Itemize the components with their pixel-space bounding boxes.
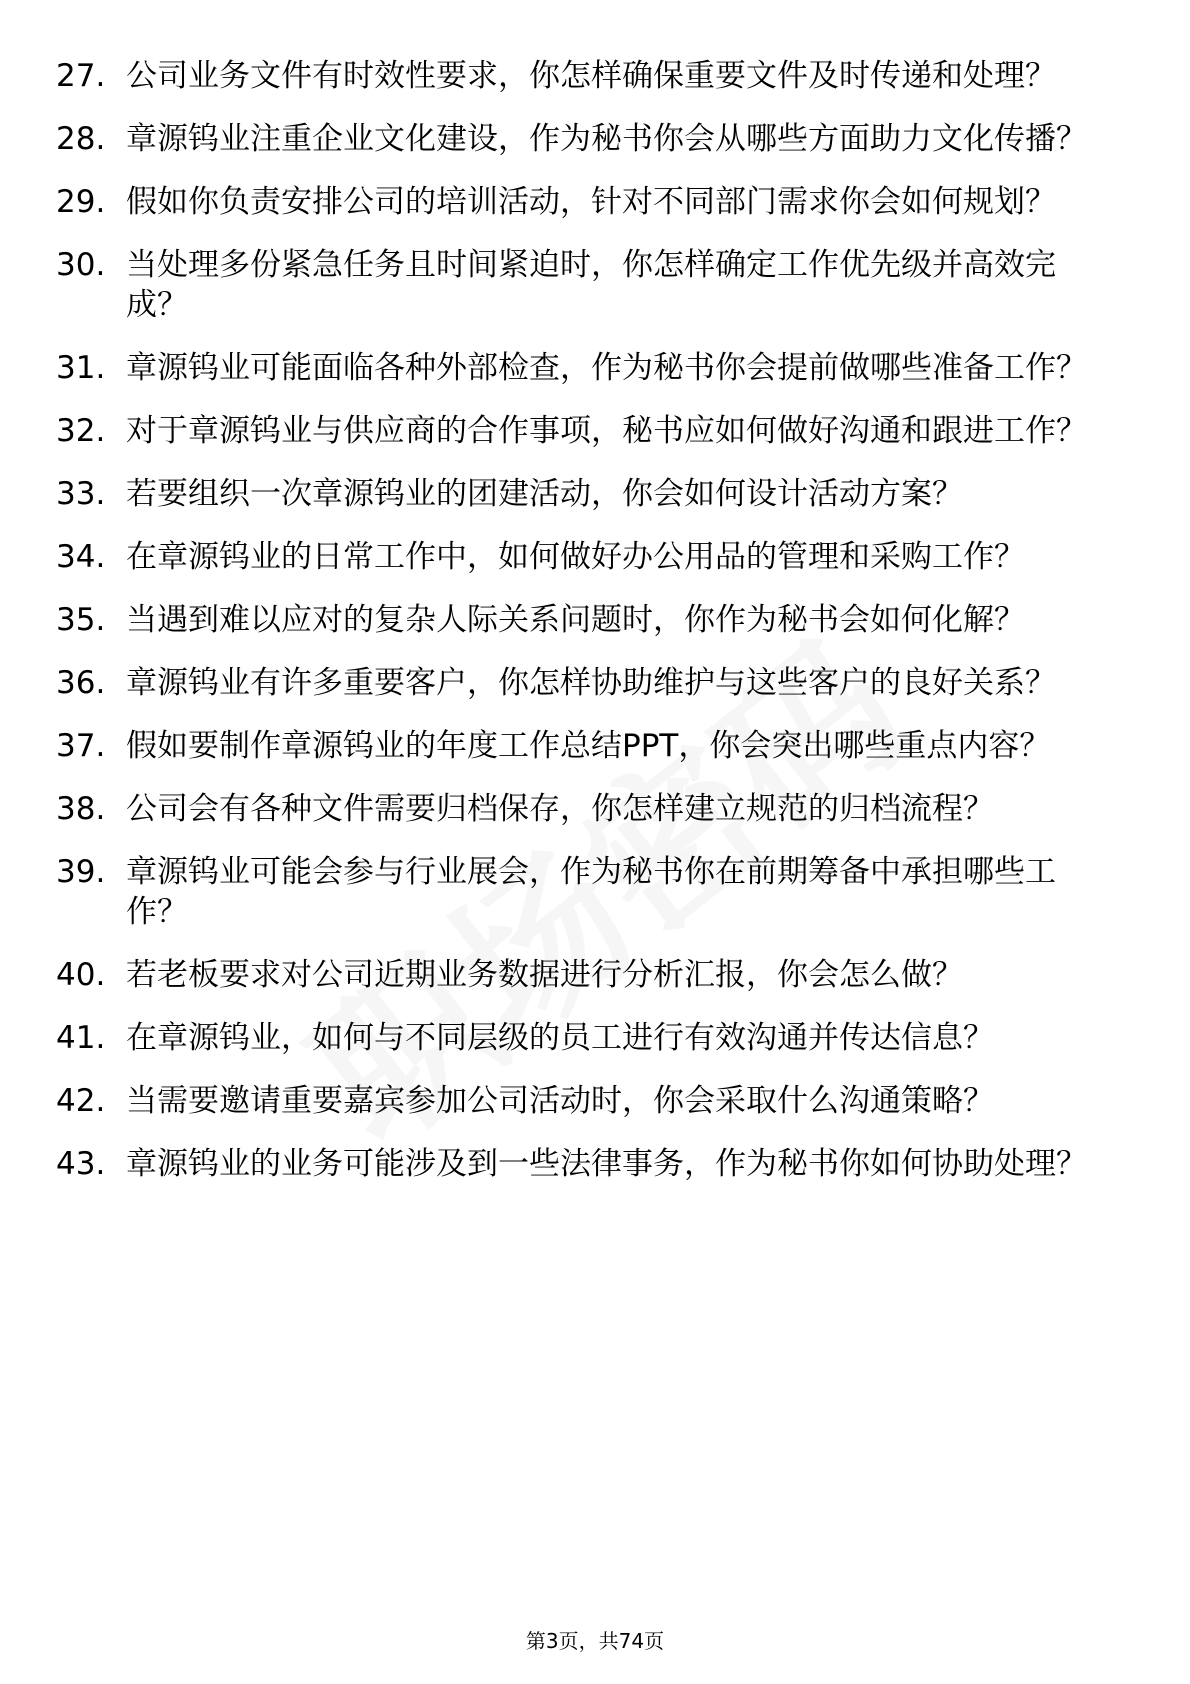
- question-number: 33.: [56, 476, 106, 512]
- question-text: 章源钨业注重企业文化建设，作为秘书你会从哪些方面助力文化传播？: [126, 121, 1087, 157]
- question-text: 若要组织一次章源钨业的团建活动，你会如何设计活动方案？: [126, 476, 963, 512]
- question-number: 30.: [56, 247, 106, 283]
- question-item: [56, 600, 1116, 640]
- question-number: 35.: [56, 602, 106, 638]
- question-text: 当遇到难以应对的复杂人际关系问题时，你作为秘书会如何化解？: [126, 602, 1025, 638]
- question-item: [56, 56, 1116, 96]
- question-item: [56, 1144, 1116, 1184]
- question-text: 公司会有各种文件需要归档保存，你怎样建立规范的归档流程？: [126, 791, 994, 827]
- question-text: 当处理多份紧急任务且时间紧迫时，你怎样确定工作优先级并高效完成？: [126, 247, 1056, 323]
- question-item: [56, 245, 1116, 325]
- page-footer: [0, 1625, 1190, 1654]
- question-text: 在章源钨业，如何与不同层级的员工进行有效沟通并传达信息？: [126, 1020, 994, 1056]
- question-number: 40.: [56, 957, 106, 993]
- question-number: 41.: [56, 1020, 106, 1056]
- question-item: [56, 537, 1116, 577]
- question-item: [56, 474, 1116, 514]
- question-number: 38.: [56, 791, 106, 827]
- question-item: [56, 119, 1116, 159]
- question-text: 当需要邀请重要嘉宾参加公司活动时，你会采取什么沟通策略？: [126, 1083, 994, 1119]
- question-item: [56, 182, 1116, 222]
- question-text: 假如要制作章源钨业的年度工作总结PPT，你会突出哪些重点内容？: [126, 728, 1051, 764]
- question-item: [56, 726, 1116, 766]
- question-item: [56, 663, 1116, 703]
- question-number: 32.: [56, 413, 106, 449]
- page-number-label: 第3页，共74页: [525, 1629, 665, 1653]
- question-number: 37.: [56, 728, 106, 764]
- question-number: 43.: [56, 1146, 106, 1182]
- question-text: 章源钨业可能面临各种外部检查，作为秘书你会提前做哪些准备工作？: [126, 350, 1087, 386]
- question-text: 在章源钨业的日常工作中，如何做好办公用品的管理和采购工作？: [126, 539, 1025, 575]
- question-list: [56, 56, 1116, 1207]
- question-item: [56, 1018, 1116, 1058]
- question-item: [56, 411, 1116, 451]
- question-text: 章源钨业可能会参与行业展会，作为秘书你在前期筹备中承担哪些工作？: [126, 854, 1056, 930]
- question-number: 42.: [56, 1083, 106, 1119]
- question-number: 39.: [56, 854, 106, 890]
- question-number: 36.: [56, 665, 106, 701]
- question-number: 29.: [56, 184, 106, 220]
- question-number: 34.: [56, 539, 106, 575]
- question-number: 31.: [56, 350, 106, 386]
- question-number: 27.: [56, 58, 106, 94]
- question-item: [56, 852, 1116, 932]
- question-number: 28.: [56, 121, 106, 157]
- question-text: 公司业务文件有时效性要求，你怎样确保重要文件及时传递和处理？: [126, 58, 1056, 94]
- question-text: 假如你负责安排公司的培训活动，针对不同部门需求你会如何规划？: [126, 184, 1056, 220]
- question-text: 章源钨业的业务可能涉及到一些法律事务，作为秘书你如何协助处理？: [126, 1146, 1087, 1182]
- question-item: [56, 1081, 1116, 1121]
- question-item: [56, 955, 1116, 995]
- question-text: 章源钨业有许多重要客户，你怎样协助维护与这些客户的良好关系？: [126, 665, 1056, 701]
- question-item: [56, 789, 1116, 829]
- question-text: 若老板要求对公司近期业务数据进行分析汇报，你会怎么做？: [126, 957, 963, 993]
- question-item: [56, 348, 1116, 388]
- question-text: 对于章源钨业与供应商的合作事项，秘书应如何做好沟通和跟进工作？: [126, 413, 1087, 449]
